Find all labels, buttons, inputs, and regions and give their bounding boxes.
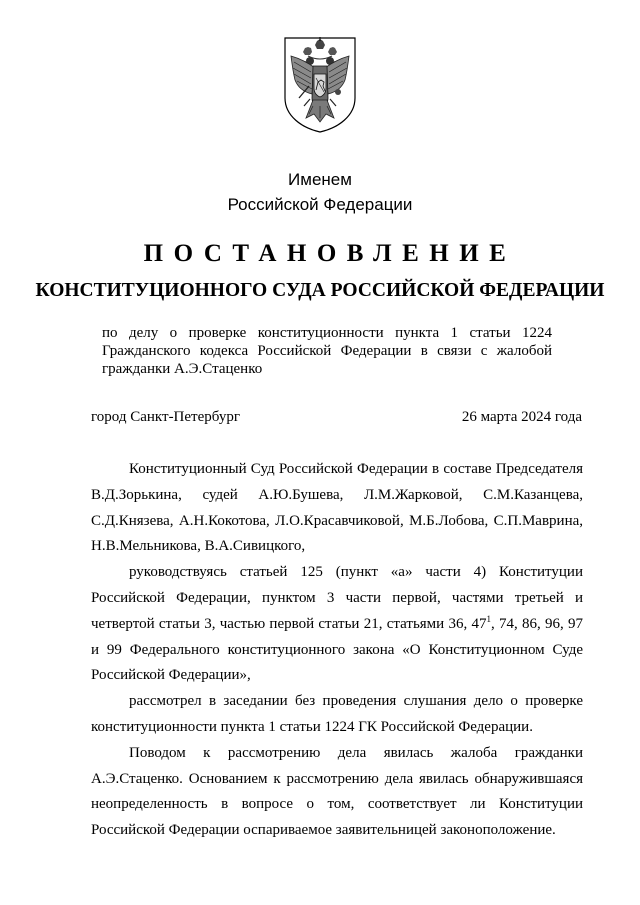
guided-text-after: , 74, 86, 96, 97 и 99 Федерального конституционного закона «О Конституционном Суде Российской Федерации», bbox=[91, 615, 583, 684]
document-date: 26 марта 2024 года bbox=[461, 409, 582, 425]
header-federation: Российской Федерации bbox=[227, 195, 413, 214]
header-in-name: Именем bbox=[288, 170, 352, 189]
case-subject: по делу о проверке конституционности пункта 1 статьи 1224 Гражданского кодекса Российской Федерации в связи с жалобой гражданки А.Э.Стаценко bbox=[102, 325, 552, 377]
court-name: КОНСТИТУЦИОННОГО СУДА РОССИЙСКОЙ ФЕДЕРАЦИИ bbox=[35, 280, 605, 301]
paragraph-considered: рассмотрел в заседании без проведения слушания дело о проверке конституционности пункта 1 статьи 1224 ГК Российской Федерации. bbox=[91, 693, 583, 735]
article-superscript: 1 bbox=[486, 613, 491, 624]
paragraph-composition: Конституционный Суд Российской Федерации в составе Председателя В.Д.Зорькина, судей А.Ю.Бушева, Л.М.Жарковой, С.М.Казанцева, С.Д.Князева, А.Н.Кокотова, Л.О.Красавчиковой, М.Б.Лобова, С.П.Маврина, Н.В.Мельникова, В.А.Сивицкого, bbox=[91, 461, 583, 555]
coat-of-arms-of-russia-icon bbox=[282, 36, 358, 134]
paragraph-occasion: Поводом к рассмотрению дела явилась жалоба гражданки А.Э.Стаценко. Основанием к рассмотрению дела явилась обнаружившаяся неопределенность в вопросе о том, соответствует ли Конституции Российской Федерации оспариваемое заявительницей законоположение. bbox=[91, 744, 583, 839]
document-title: ПОСТАНОВЛЕНИЕ bbox=[143, 240, 517, 267]
document-place: город Санкт-Петербург bbox=[91, 409, 240, 425]
document-body bbox=[91, 457, 583, 844]
paragraph-guided bbox=[91, 560, 583, 689]
guided-text-before: руководствуясь статьей 125 (пункт «а» части 4) Конституции Российской Федерации, пунктом 3 части первой, частями третьей и четвертой статьи 3, частью первой статьи 21, статьями 36, 47 bbox=[91, 564, 583, 632]
